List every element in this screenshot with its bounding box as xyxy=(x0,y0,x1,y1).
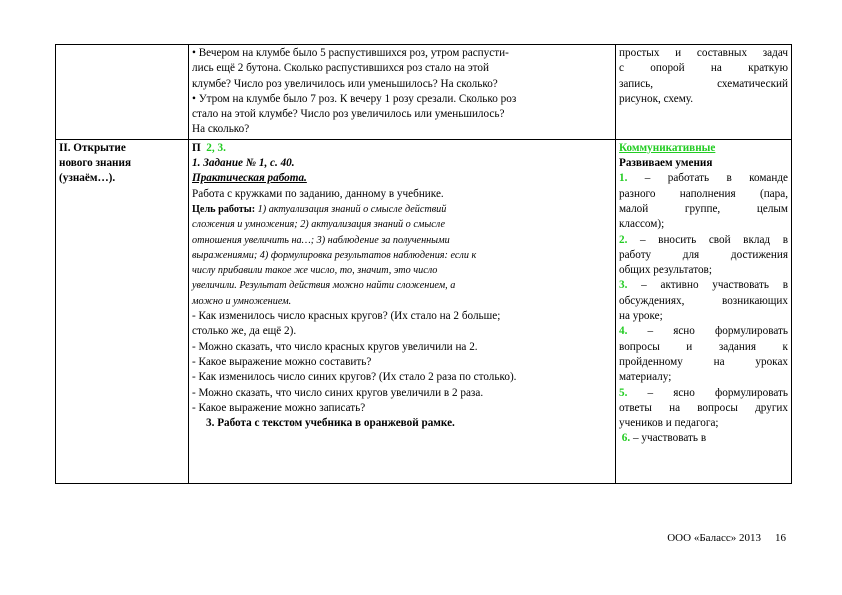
dialog-line: - Какое выражение можно составить? xyxy=(192,355,372,368)
skill-line: материалу; xyxy=(619,371,672,384)
skill-line xyxy=(619,324,788,339)
skill-line xyxy=(619,386,788,401)
skill-number: 3. xyxy=(619,279,628,292)
task-heading: 1. Задание № 1, с. 40. xyxy=(192,157,295,170)
text-line: На сколько? xyxy=(192,123,250,136)
text-line: клумбе? Число роз увеличилось или уменьшилось? На сколько? xyxy=(192,77,498,90)
skills-category: Коммуникативные xyxy=(619,141,716,154)
dialog-line: столько же, да ещё 2). xyxy=(192,325,297,338)
goal-label: Цель работы: xyxy=(192,203,256,215)
goal-line: сложения и умножения; 2) актуализация знаний о смысле xyxy=(192,219,445,231)
lesson-table xyxy=(55,44,792,484)
skill-number: 5. xyxy=(619,386,628,399)
dialog-line: - Как изменилось число синих кругов? (Их стало 2 раза по столько). xyxy=(192,371,517,384)
dialog-line: - Как изменилось число красных кругов? (Их стало на 2 больше; xyxy=(192,310,501,323)
footer-org: ООО «Баласс» 2013 xyxy=(667,532,761,544)
skill-line: малой группе, целым xyxy=(619,202,788,215)
skill-text: – ясно формулировать xyxy=(647,325,789,338)
skill-number: 6. xyxy=(621,432,631,445)
text-line: • Вечером на клумбе было 5 распустившихся роз, утром распусти- xyxy=(192,47,509,59)
skill-line: классом); xyxy=(619,218,665,231)
skill-line: на уроке; xyxy=(619,310,663,323)
goal-line: увеличили. Результат действия можно найти сложением, а xyxy=(192,280,456,292)
goal-text: 1) актуализация знаний о смысле действий xyxy=(255,203,447,215)
dialog-line: - Можно сказать, что число синих кругов увеличили в 2 раза. xyxy=(192,386,484,399)
skill-number: 1. xyxy=(619,172,628,185)
skill-line xyxy=(619,233,788,248)
stage-title-line: II. Открытие xyxy=(59,141,126,154)
text-line: простых и составных задач xyxy=(619,47,788,59)
dialog-line: - Можно сказать, что число красных кругов увеличили на 2. xyxy=(192,340,478,353)
goal-line xyxy=(192,202,612,217)
task3-heading: 3. Работа с текстом учебника в оранжевой рамке. xyxy=(206,417,455,430)
skill-number: 2. xyxy=(619,233,628,246)
skill-text: – вносить свой вклад в xyxy=(639,233,788,246)
skill-line xyxy=(619,278,788,293)
goal-line: отношения увеличить на…; 3) наблюдение за полученными xyxy=(192,234,450,246)
skill-line: ответы на вопросы других xyxy=(619,401,788,414)
skill-line xyxy=(619,171,788,186)
skill-line: разного наполнения (пара, xyxy=(619,187,788,200)
p-label: П xyxy=(192,141,201,154)
skill-line: учеников и педагога; xyxy=(619,417,719,430)
goal-line: можно и умножением. xyxy=(192,295,292,307)
skill-line: общих результатов; xyxy=(619,264,712,277)
goal-line: числу прибавили такое же число, то, значит, это число xyxy=(192,265,438,277)
text-line: Работа с кружками по заданию, данному в учебнике. xyxy=(192,187,444,200)
goal-line: выражениями; 4) формулировка результатов наблюдения: если к xyxy=(192,249,477,261)
skills-cell xyxy=(616,139,792,483)
activity-cell xyxy=(189,139,616,483)
skill-text: – работать в команде xyxy=(644,172,788,185)
skill-number: 4. xyxy=(619,325,628,338)
stage-title-line: нового знания xyxy=(59,157,131,170)
p-reference xyxy=(192,141,612,156)
p-refs: 2, 3. xyxy=(206,141,226,154)
text-line: стало на этой клумбе? Число роз увеличилось или уменьшилось? xyxy=(192,108,505,121)
text-line: рисунок, схему. xyxy=(619,92,694,105)
page-footer xyxy=(667,532,786,544)
skill-line xyxy=(619,431,788,446)
skills-subtitle: Развиваем умения xyxy=(619,157,713,170)
stage-cell xyxy=(56,139,189,483)
skill-line: пройденному на уроках xyxy=(619,355,788,368)
skill-text: – активно участвовать в xyxy=(641,279,789,292)
activity-cell xyxy=(189,45,616,140)
skill-text: – участвовать в xyxy=(632,432,707,445)
skill-line: обсуждениях, возникающих xyxy=(619,294,788,307)
stage-cell-empty xyxy=(56,45,189,140)
skill-text: – ясно формулировать xyxy=(647,386,789,399)
text-line: лись ещё 2 бутона. Сколько распустившихся роз стало на этой xyxy=(192,62,489,75)
practical-heading: Практическая работа. xyxy=(192,172,307,185)
stage-title-line: (узнаём…). xyxy=(59,172,116,185)
text-line: с опорой на краткую xyxy=(619,62,788,75)
text-line: • Утром на клумбе было 7 роз. К вечеру 1 розу срезали. Сколько роз xyxy=(192,92,517,105)
table-row xyxy=(56,139,792,483)
skill-line: работу для достижения xyxy=(619,248,788,261)
skills-cell xyxy=(616,45,792,140)
table-row xyxy=(56,45,792,140)
text-line: запись, схематический xyxy=(619,77,788,90)
skill-line: вопросы и задания к xyxy=(619,340,788,353)
page-number: 16 xyxy=(775,532,786,544)
dialog-line: - Какое выражение можно записать? xyxy=(192,401,366,414)
